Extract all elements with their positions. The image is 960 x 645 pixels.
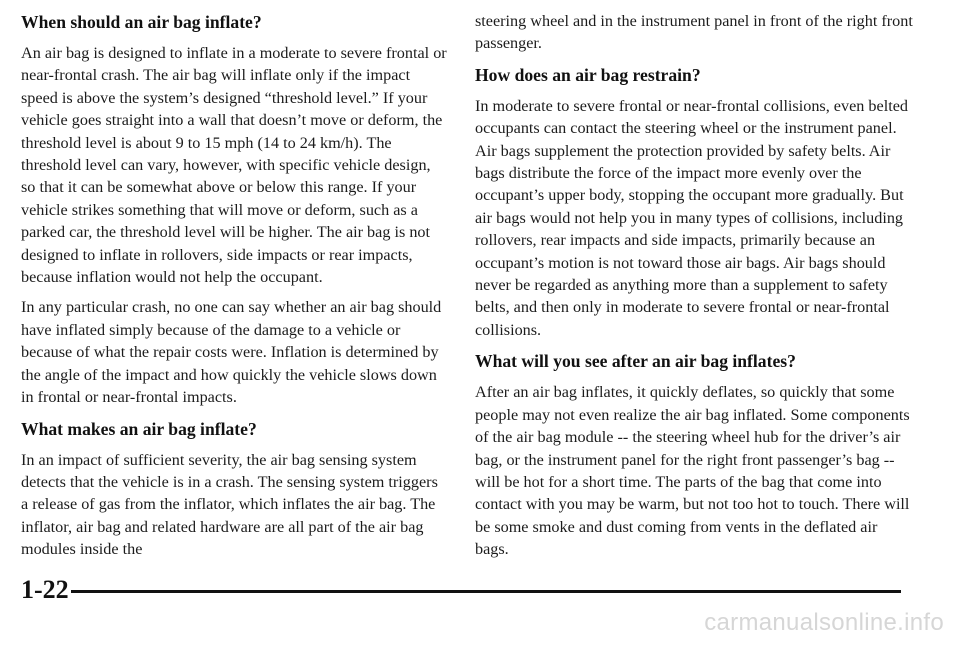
paragraph-sensing-system: In an impact of sufficient severity, the air bag sensing system detects that the vehicle is in a crash. The sensing system triggers a release of gas from the inflator, which inflates the air bag. The inflator, air bag and related hardware are all part of the air bag modules inside the — [21, 450, 438, 559]
page-number: 1-22 — [21, 575, 69, 604]
left-column — [21, 10, 449, 569]
right-column — [475, 10, 915, 569]
section-heading-after-inflates: What will you see after an air bag inflates? — [475, 351, 796, 372]
section-heading-what-makes-inflate: What makes an air bag inflate? — [21, 418, 257, 439]
footer-divider — [71, 590, 901, 593]
paragraph-inflation-determination: In any particular crash, no one can say whether an air bag should have inflated simply because of the damage to a vehicle or because of what the repair costs were. Inflation is determined by the angle of the impact and how quickly the vehicle slows down in frontal or near-frontal impacts. — [21, 298, 442, 407]
paragraph-restraint: In moderate to severe frontal or near-frontal collisions, even belted occupants can contact the steering wheel or the instrument panel. Air bags supplement the protection provided by safety belts. Air bags distribute the force of the impact more evenly over the occupant’s upper body, stopping the occupant more gradually. But air bags would not help you in many types of collisions, including rollovers, rear impacts and side impacts, primarily because an occupant’s motion is not toward those air bags. Air bags should never be regarded as anything more than a supplement to safety belts, and then only in moderate to severe frontal or near-frontal collisions. — [475, 96, 908, 339]
page-footer — [21, 575, 901, 605]
paragraph-inflation-threshold: An air bag is designed to inflate in a moderate to severe frontal or near-frontal crash. The air bag will inflate only if the impact speed is above the system’s designed “threshold level.” If your vehicle goes straight into a wall that doesn’t move or deform, the threshold level is about 9 to 15 mph (14 to 24 km/h). The threshold level can vary, however, with specific vehicle design, so that it can be somewhat above or below this range. If your vehicle strikes something that will move or deform, such as a parked car, the threshold level will be higher. The air bag is not designed to inflate in rollovers, side impacts or rear impacts, because inflation would not help the occupant. — [21, 44, 447, 287]
section-heading-when-inflate: When should an air bag inflate? — [21, 12, 262, 32]
paragraph-after-inflation: After an air bag inflates, it quickly deflates, so quickly that some people may not even realize the air bag inflated. Some components of the air bag module -- the steering wheel hub for the driver’s air bag, or the instrument panel for the right front passenger’s bag -- will be hot for a short time. The parts of the bag that come into contact with you may be warm, but not too hot to touch. There will be some smoke and dust coming from vents in the deflated air bags. — [475, 383, 910, 559]
paragraph-continuation: steering wheel and in the instrument panel in front of the right front passenger. — [475, 12, 913, 53]
section-heading-how-restrain: How does an air bag restrain? — [475, 64, 701, 85]
watermark: carmanualsonline.info — [704, 609, 944, 636]
